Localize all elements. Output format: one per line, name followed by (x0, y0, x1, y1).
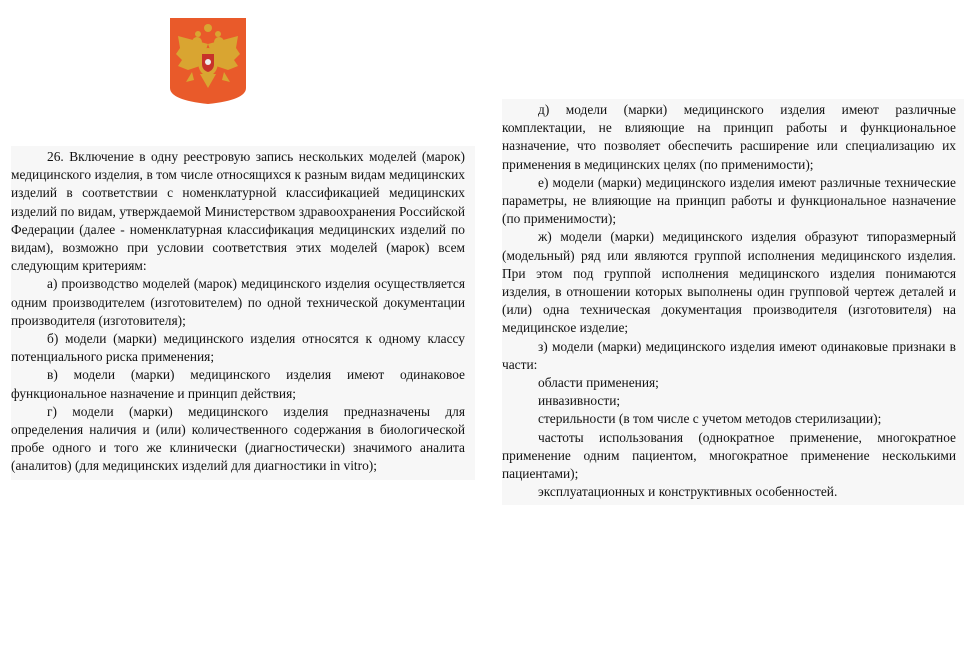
coat-of-arms-emblem (170, 18, 246, 104)
right-text-column (502, 99, 964, 505)
criterion-zh: ж) модели (марки) медицинского изделия образуют типоразмерный (модельный) ряд или являются группой исполнения медицинского изделия. При этом под группой исполнения медицинского изделия понимаются изделия, в отношении которых выполнены один групповой чертеж деталей и (или) одна техническая документация производителя (изготовителя) на медицинское изделие; (502, 229, 956, 336)
sub-item-application-area: области применения; (538, 375, 659, 391)
sub-item-sterility: стерильности (в том числе с учетом методов стерилизации); (538, 411, 882, 427)
criterion-g: г) модели (марки) медицинского изделия предназначены для определения наличия и (или) количественного содержания в биологической пробе одного и того же клинически (диагностически) значимого аналита (аналитов) (для медицинских изделий для диагностики in vitro); (11, 403, 465, 474)
paragraph-26-intro: 26. Включение в одну реестровую запись нескольких моделей (марок) медицинского изделия, в том числе относящихся к разным видам медицинских изделий в соответствии с номенклатурной классификацией медицинских изделий по видам, утверждаемой Министерством здравоохранения Российской Федерации (далее - номенклатурная классификация медицинских изделий по видам), возможно при условии соответствия этих моделей (марок) всем следующим критериям: (11, 149, 465, 274)
criterion-a: а) производство моделей (марок) медицинского изделия осуществляется одним производителем (изготовителем) по одной технической документации производителя (изготовителя); (11, 276, 465, 328)
sub-item-operational-features: эксплуатационных и конструктивных особенностей. (538, 484, 838, 500)
double-headed-eagle-icon (170, 18, 246, 104)
criterion-z: з) модели (марки) медицинского изделия имеют одинаковые признаки в части: (502, 338, 956, 372)
sub-item-invasiveness: инвазивности; (538, 393, 621, 409)
criterion-v: в) модели (марки) медицинского изделия имеют одинаковое функциональное назначение и принцип действия; (11, 367, 465, 401)
criterion-d: д) модели (марки) медицинского изделия имеют различные комплектации, не влияющие на принцип работы и функциональное назначение, что позволяет обеспечить расширение или специализацию их применения в медицинских целях (по применимости); (502, 102, 956, 172)
sub-item-frequency-of-use: частоты использования (однократное применение, многократное применение одним пациентом, многократное применение несколькими пациентами); (502, 429, 956, 482)
criterion-e: е) модели (марки) медицинского изделия имеют различные технические параметры, не влияющие на принцип работы и функциональное назначение (по применимости); (502, 174, 956, 227)
left-text-column (11, 146, 475, 480)
criterion-b: б) модели (марки) медицинского изделия относятся к одному классу потенциального риска применения; (11, 331, 465, 365)
